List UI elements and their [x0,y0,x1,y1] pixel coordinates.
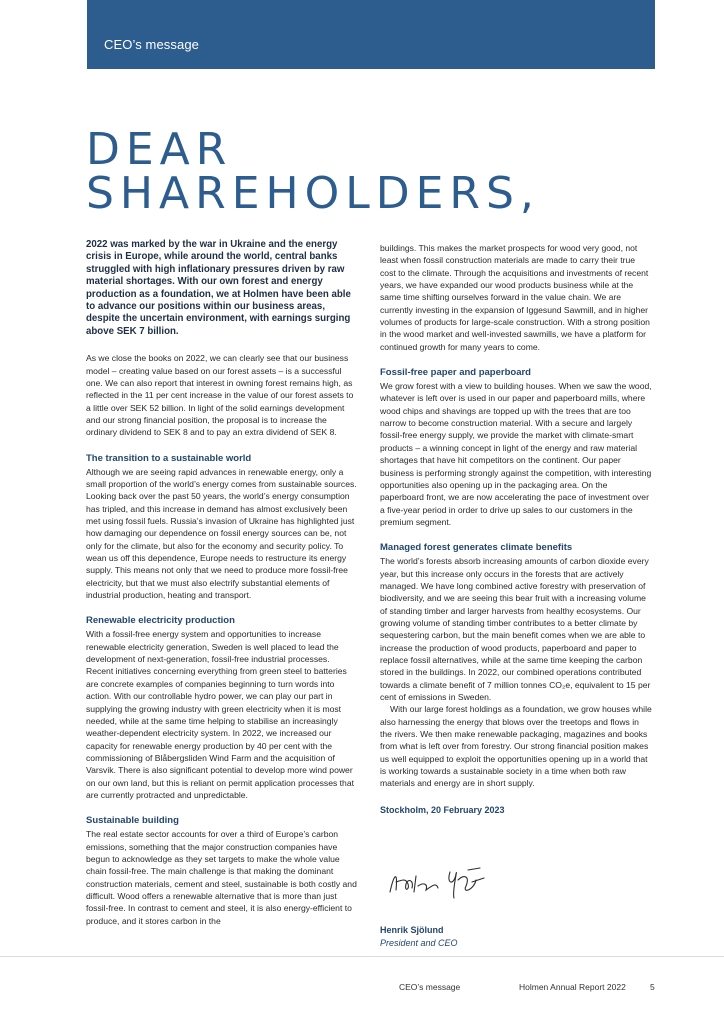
section-label: CEO’s message [104,37,199,52]
footer-divider [0,956,724,957]
lead-paragraph: 2022 was marked by the war in Ukraine and the energy crisis in Europe, while around the world, central banks struggled with high inflationary pressures driven by raw material shortages. With our own forest and energy production as a foundation, we at Holmen have been able to advance our positions within our business areas, despite the uncertain environment, with earnings surging above SEK 7 billion. [86,239,351,337]
section-heading: Sustainable building [86,815,179,827]
signer-title: President and CEO [380,938,458,948]
section-text: With our large forest holdings as a foundation, we grow houses while also harnessing the energy that blows over the treetops and flows in the rivers. We then make renewable packaging, magazines and books from what is left over from forestry. Our strong financial position makes us well equipped to exploit the opportunities opening up in a world that is working towards a sustainable society in a time when both raw materials and energy are in short supply. [380,704,652,789]
right-column [380,242,652,816]
section-text: The world’s forests absorb increasing amounts of carbon dioxide every year, but this increase only occurs in the forests that are actively managed. We have long combined active forestry with preservation of biodiversity, and we are seeing this bear fruit with a increasing volume of standing timber and larger harvests from healthy ecosystems. Our growing volume of standing timber contributes to a better climate by sequestering carbon, but the main benefit comes when we are able to increase the production of wood products, paperboard and paper to replace fossil alternatives, while at the same time keeping the carbon stored in the buildings. In 2022, our combined operations contributed towards a climate benefit of 7 million tonnes CO₂e, equivalent to 15 per cent of emissions in Sweden. [380,556,651,702]
footer-report-title: Holmen Annual Report 2022 [519,982,626,992]
section-heading: Fossil-free paper and paperboard [380,367,531,379]
signature-image [384,862,494,902]
title-line-2: SHAREHOLDERS, [86,168,540,219]
signer-name: Henrik Sjölund [380,925,444,935]
section-text: The real estate sector accounts for over a third of Europe’s carbon emissions, something that the major construction companies have begun to acknowledge as they set targets to make the whole value chain fossil-free. The main challenge is that making the dominant construction materials, cement and steel, sustainable is both costly and difficult. Wood offers a renewable alternative that is more than just fossil-free. In contrast to cement and steel, it is also energy-efficient to produce, and it stores carbon in the [86,829,357,926]
title-line-1: DEAR [86,124,233,175]
intro-paragraph: As we close the books on 2022, we can clearly see that our business model – creating value based on our forest assets – is a successful one. We can also report that interest in owning forest remains high, as reflected in the 11 per cent increase in the value of our forest assets to a little over SEK 52 billion. In light of the solid earnings development and our strong financial position, the proposal is to increase the ordinary dividend to SEK 8 and to pay an extra dividend of SEK 8. [86,353,354,438]
section-heading: Renewable electricity production [86,615,235,627]
left-column [86,239,358,927]
section-text: With a fossil-free energy system and opportunities to increase renewable electricity generation, Sweden is well placed to lead the development of next-generation, fossil-free industrial processes. Recent initiatives concerning everything from green steel to batteries are concrete examples of companies beginning to turn words into action. With our controllable hydro power, we can play our part in supplying the growing industry with green electricity when it is most needed, while at the same time helping to stabilise an increasingly weather-dependent electricity system. In 2022, we increased our capacity for renewable energy production by 40 per cent with the commissioning of Blåbergsliden Wind Farm and the acquisition of Varsvik. There is also significant potential to develop more wind power on our own land, but this is reliant on permit application processes that are currently protracted and unpredictable. [86,629,354,800]
page-number: 5 [650,982,655,992]
section-heading: Managed forest generates climate benefits [380,542,573,554]
footer-section: CEO’s message [399,982,461,992]
place-date: Stockholm, 20 February 2023 [380,804,505,815]
section-heading: The transition to a sustainable world [86,452,252,464]
section-text: Although we are seeing rapid advances in renewable energy, only a small proportion of the world’s energy comes from sustainable sources. Looking back over the past 50 years, the world’s energy consumption has tripled, and this increase in demand has almost exclusively been met using fossil fuels. Russia’s invasion of Ukraine has highlighted just how damaging our dependence on fossil energy sources can be, not only for the climate, but also for the economy and security policy. To wean us off this dependence, Europe needs to restructure its energy supply. This means not only that we need to produce more fossil-free electricity, but that we must also electrify substantial elements of industrial production, heating and transport. [86,466,357,601]
continued-paragraph: buildings. This makes the market prospects for wood very good, not least when fossil construction materials are made to carry their true cost to the climate. Through the acquisitions and investments of recent years, we have expanded our wood products business while at the same time shifting ourselves forward in the value chain. We are currently investing in the expansion of Iggesund Sawmill, and in higher volumes of products for large-scale construction. With a strong position in the wood market and well-invested sawmills, we have a platform for continued growth for many years to come. [380,243,650,352]
header-bar [87,0,655,69]
section-text: We grow forest with a view to building houses. When we saw the wood, whatever is left over is used in our paper and paperboard mills, where wood chips and shavings are topped up with the trees that are too narrow to become construction material. With a secure and largely fossil-free energy supply, we provide the market with climate-smart products – a winning concept in light of the energy and raw material shortages that have hit competitors on the continent. Our paper business is performing strongly against the competition, with interesting opportunities also opening up in the packaging area. On the paperboard front, we are now accelerating the pace of investment over a five-year period in order to drive up sales to our customers in the premium segment. [380,381,652,527]
page-title [86,124,540,219]
